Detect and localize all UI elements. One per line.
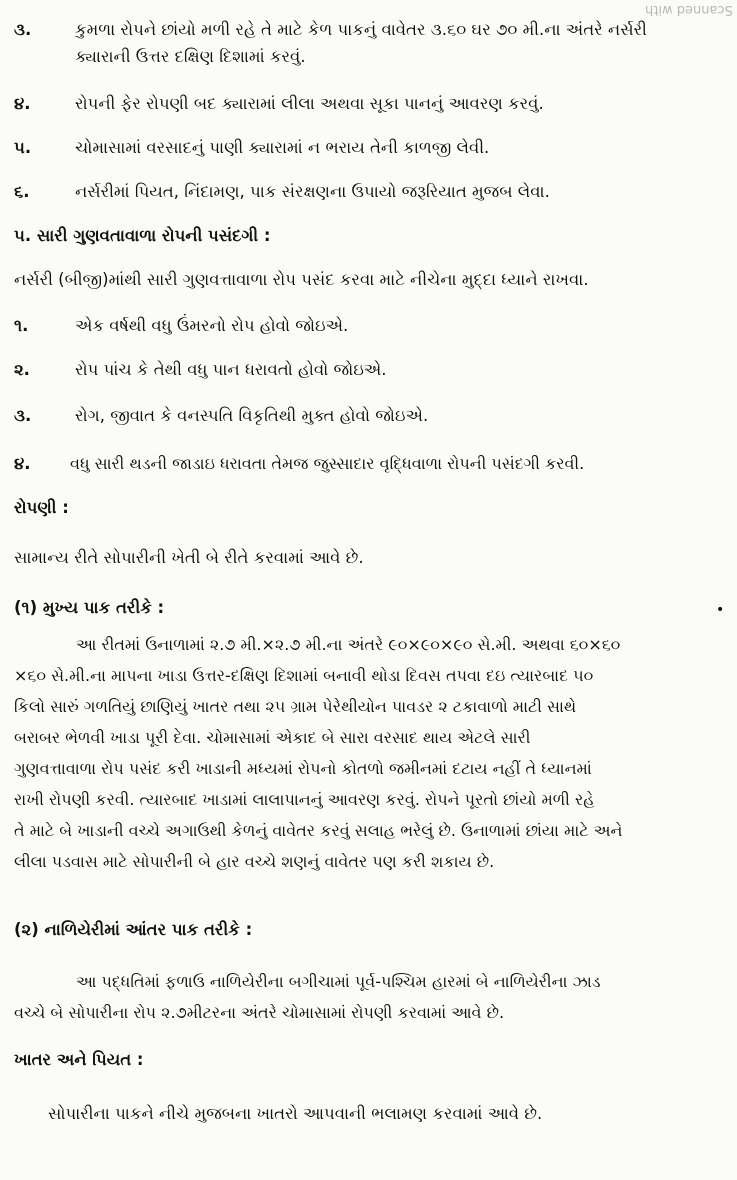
paragraph-line: તે માટે બે ખાડાની વચ્ચે અગાઉથી કેળનું વાવેતર કરવું સલાહ ભરેલું છે. ઉનાળામાં છાંયા માટે અને [14, 821, 623, 840]
paragraph-line: વચ્ચે બે સોપારીના રોપ ૨.૭મીટરના અંતરે ચોમાસામાં રોપણી કરવામાં આવે છે. [14, 1003, 505, 1022]
method2-paragraph [14, 966, 725, 1028]
method1-heading-text: (૧) મુખ્ય પાક તરીકે : [14, 598, 165, 617]
section-heading-text: ૫. સારી ગુણવતાવાળા રોપની પસંદગી : [14, 226, 271, 245]
item-number: ૬. [14, 182, 30, 201]
paragraph-line: લીલા પડવાસ માટે સોપારીની બે હાર વચ્ચે શણનું વાવેતર પણ કરી શકાય છે. [14, 852, 495, 871]
paragraph-line: રાખી રોપણી કરવી. ત્યારબાદ ખાડામાં લાલાપાનનું આવરણ કરવું. રોપને પૂરતો છાંયો મળી રહે [14, 790, 595, 809]
item-text: એક વર્ષથી વધુ ઉંમરનો રોપ હોવો જોઇએ. [75, 316, 349, 335]
paragraph-line: ગુણવત્તાવાળા રોપ પસંદ કરી ખાડાની મધ્યમાં રોપનો કોતળો જમીનમાં દટાય નહીં તે ધ્યાનમાં [14, 759, 592, 778]
paragraph-line: બરાબર ભેળવી ખાડા પૂરી દેવા. ચોમાસામાં એકાદ બે સારા વરસાદ થાય એટલે સારી [14, 728, 531, 747]
method2-heading-text: (૨) નાળિયેરીમાં આંતર પાક તરીકે : [14, 920, 253, 939]
section-intro-text: નર્સરી (બીજી)માંથી સારી ગુણવત્તાવાળા રોપ પસંદ કરવા માટે નીચેના મુદ્દા ધ્યાને રાખવા. [14, 270, 589, 289]
item-number: ૧. [14, 316, 29, 335]
item-text: ચોમાસામાં વરસાદનું પાણી ક્યારામાં ન ભરાય તેની કાળજી લેવી. [75, 138, 490, 157]
item-number: ૩. [14, 406, 32, 425]
item-number: ૩. [14, 20, 32, 39]
stray-mark: • [716, 602, 725, 618]
method1-paragraph [14, 629, 725, 877]
item-text: વધુ સારી થડની જાડાઇ ધરાવતા તેમજ જુસ્સાદાર વૃદ્ધિવાળા રોપની પસંદગી કરવી. [70, 454, 585, 473]
item-number: ૪. [14, 94, 31, 113]
item-number: ૪. [14, 454, 31, 473]
paragraph-line: ×૬૦ સે.મી.ના માપના ખાડા ઉત્તર-દક્ષિણ દિશામાં બનાવી થોડા દિવસ તપવા દઇ ત્યારબાદ ૫૦ [14, 666, 594, 685]
paragraph-line: કિલો સારું ગળતિયું છાણિયું ખાતર તથા ૨૫ ગ્રામ પેરેથીયોન પાવડર ૨ ટકાવાળો માટી સાથે [14, 697, 577, 716]
paragraph-line: આ પદ્ધતિમાં ફળાઉ નાળિયેરીના બગીચામાં પૂર્વ-પશ્ચિમ હારમાં બે નાળિયેરીના ઝાડ [76, 972, 601, 991]
item-text: ક્યારાની ઉત્તર દક્ષિણ દિશામાં કરવું. [75, 47, 306, 66]
fertilizer-heading-text: ખાતર અને પિયત : [14, 1050, 144, 1069]
item-number: ૫. [14, 138, 32, 157]
scanner-watermark: Scanned with [645, 2, 733, 17]
paragraph-line: આ રીતમાં ઉનાળામાં ૨.૭ મી.×૨.૭ મી.ના અંતરે ૯૦×૯૦×૯૦ સે.મી. અથવા ૬૦×૬૦ [76, 635, 621, 654]
item-text: રોપની ફેર રોપણી બદ ક્યારામાં લીલા અથવા સૂકા પાનનું આવરણ કરવું. [75, 94, 544, 113]
item-text: રોગ, જીવાત કે વનસ્પતિ વિકૃતિથી મુક્ત હોવો જોઇએ. [75, 406, 429, 425]
item-text: નર્સરીમાં પિયત, નિંદામણ, પાક સંરક્ષણના ઉપાયો જરૂરિયાત મુજબ લેવા. [75, 182, 550, 201]
item-number: ૨. [14, 360, 30, 379]
fertilizer-text-content: સોપારીના પાકને નીચે મુજબના ખાતરો આપવાની ભલામણ કરવામાં આવે છે. [48, 1104, 543, 1123]
item-text: રોપ પાંચ કે તેથી વધુ પાન ધરાવતો હોવો જોઇએ. [75, 360, 387, 379]
ropani-intro-text: સામાન્ય રીતે સોપારીની ખેતી બે રીતે કરવામાં આવે છે. [14, 548, 364, 567]
item-text: કુમળા રોપને છાંયો મળી રહે તે માટે કેળ પાકનું વાવેતર ૩.૬૦ ઘર ૭૦ મી.ના અંતરે નર્સરી [75, 20, 647, 39]
ropani-heading-text: રોપણી : [14, 498, 69, 517]
